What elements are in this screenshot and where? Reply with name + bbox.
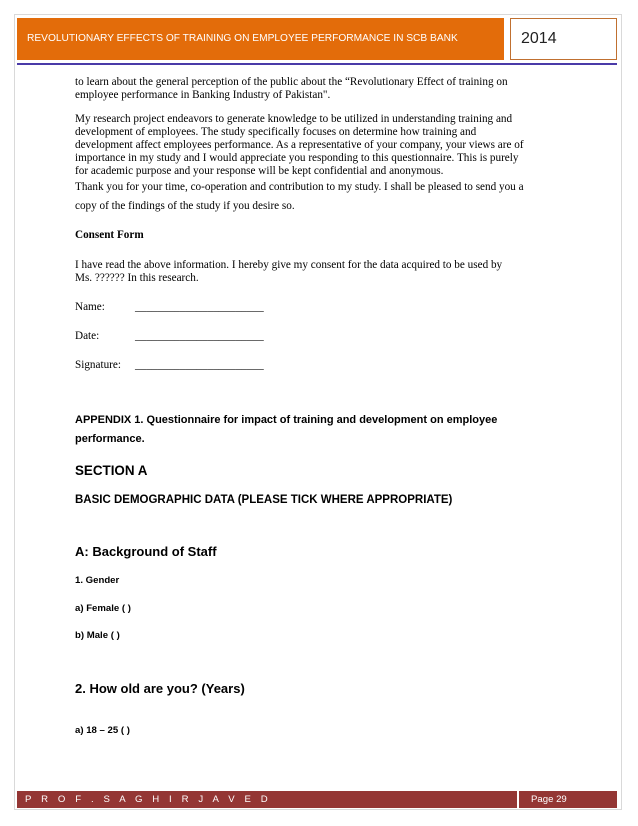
signature-label: Signature: — [75, 359, 121, 371]
consent-text: I have read the above information. I hereby give my consent for the data acquired to be used by — [75, 259, 503, 271]
footer-bar — [17, 791, 617, 808]
footer-author: P R O F . S A G H I R J A V E D — [25, 794, 272, 805]
body-line: My research project endeavors to generate knowledge to be utilized in understanding training and — [75, 113, 513, 125]
intro-line: to learn about the general perception of the public about the “Revolutionary Effect of training on — [75, 76, 508, 88]
body-line: development of employees. The study specifically focuses on determine how training and — [75, 126, 477, 138]
option-age-18-25[interactable]: a) 18 – 25 ( ) — [75, 725, 130, 736]
body-line: copy of the findings of the study if you desire so. — [75, 200, 295, 212]
header-divider — [17, 63, 617, 65]
header-year: 2014 — [510, 18, 617, 60]
name-label: Name: — [75, 301, 105, 313]
body-line: development affect employees performance. As a representative of your company, your views are of — [75, 139, 524, 151]
date-field[interactable]: _______________________ — [135, 330, 264, 342]
demographic-heading: BASIC DEMOGRAPHIC DATA (PLEASE TICK WHERE APPROPRIATE) — [75, 494, 453, 506]
body-line: importance in my study and I would appreciate you responding to this questionnaire. This is purely — [75, 152, 519, 164]
body-line: Thank you for your time, co-operation and contribution to my study. I shall be pleased to send you a — [75, 181, 524, 193]
appendix-title: performance. — [75, 433, 145, 445]
date-label: Date: — [75, 330, 100, 342]
consent-heading: Consent Form — [75, 229, 144, 241]
header-title: REVOLUTIONARY EFFECTS OF TRAINING ON EMPLOYEE PERFORMANCE IN SCB BANK — [17, 18, 504, 60]
background-heading: A: Background of Staff — [75, 544, 217, 559]
option-male[interactable]: b) Male ( ) — [75, 630, 120, 641]
page-number: Page 29 — [517, 791, 617, 808]
body-line: for academic purpose and your response will be kept confidential and anonymous. — [75, 165, 444, 177]
option-female[interactable]: a) Female ( ) — [75, 603, 131, 614]
intro-line: employee performance in Banking Industry of Pakistan". — [75, 89, 331, 101]
consent-text: Ms. ?????? In this research. — [75, 272, 199, 284]
question-age: 2. How old are you? (Years) — [75, 681, 245, 696]
name-field[interactable]: _______________________ — [135, 301, 264, 313]
appendix-title: APPENDIX 1. Questionnaire for impact of training and development on employee — [75, 414, 498, 426]
section-heading: SECTION A — [75, 463, 148, 478]
signature-field[interactable]: _______________________ — [135, 359, 264, 371]
question-gender: 1. Gender — [75, 575, 120, 586]
